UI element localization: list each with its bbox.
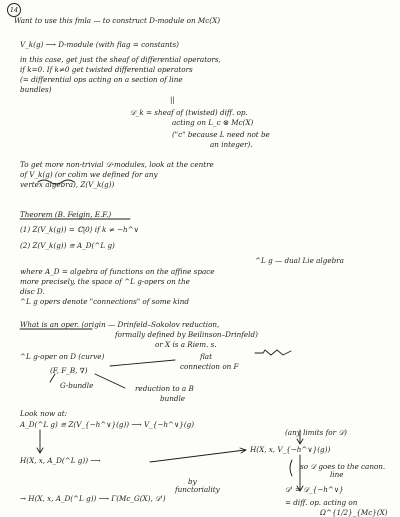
note-line: bundle [160, 394, 186, 403]
note-line: an integer). [210, 140, 253, 149]
note-line: by [188, 477, 197, 486]
note-line: (= differential ops acting on a section of line [20, 75, 183, 84]
note-line: ("c" because L need not be [172, 130, 270, 139]
note-line: ^L g — dual Lie algebra [255, 256, 344, 265]
note-line: where A_D = algebra of functions on the affine space [20, 267, 215, 276]
note-line: H(X, x, A_D(^L g)) ⟶ [20, 456, 101, 465]
note-line: = diff. op. acting on [285, 498, 358, 507]
note-line: connection on F [180, 362, 239, 371]
note-line: (1) Z(V_k(g)) = ℂ|0⟩ if k ≠ −h^∨ [20, 225, 139, 234]
arrow-g-bundle [50, 374, 55, 382]
note-line: vertex algebra), Z(V_k(g)) [20, 180, 115, 189]
arrow-reduction [95, 374, 125, 388]
note-line: 𝒟_k = sheaf of (twisted) diff. op. [130, 108, 248, 117]
note-line: in this case, get just the sheaf of differential operators, [20, 55, 221, 64]
note-line: To get more non-trivial 𝒟-modules, look at the centre [20, 160, 214, 169]
note-line: flat [200, 352, 212, 361]
note-line: H(X, x, V_{−h^∨}(g)) [250, 445, 331, 454]
note-line: Ω^{1/2}_{Mc}(X) [320, 508, 388, 517]
note-line: so 𝒟 goes to the canon. [300, 462, 386, 471]
note-line: → H(X, x, A_D(^L g)) ⟶ Γ(Mc_G(X), 𝒟') [20, 494, 166, 503]
note-line: acting on L_c ⊗ Mc(X) [172, 118, 254, 127]
note-line: line [330, 470, 344, 479]
note-line: || [170, 95, 175, 104]
note-line: formally defined by Beilinson–Drinfeld) [115, 330, 258, 339]
note-line: ^L g-oper on D (curve) [20, 352, 105, 361]
note-line: 𝒟' = 𝒟_{−h^∨} [285, 485, 344, 494]
note-line: disc D. [20, 287, 45, 296]
note-line: (any limits for 𝒟) [285, 428, 347, 437]
note-line: Theorem (B. Feigin, E.F.) [20, 210, 112, 219]
note-line: of V_k(g) (or colim we defined for any [20, 170, 158, 179]
scribble-mark [255, 350, 291, 355]
arrow-down-left [37, 430, 43, 453]
note-line: (2) Z(V_k(g)) ≅ A_D(^L g) [20, 241, 115, 250]
note-line: if k=0. If k≠0 get twisted differential operators [20, 65, 193, 74]
note-line: What is an oper. (origin — Drinfeld–Sokolov reduction, [20, 320, 220, 329]
brace-mark [290, 460, 292, 476]
note-line: V_k(g) ⟶ D-module (with flag = constants) [20, 40, 179, 49]
arrow-connection [110, 360, 175, 366]
note-line: G-bundle [60, 381, 94, 390]
note-line: Want to use this fmla — to construct D-module on Mc(X) [14, 16, 221, 25]
note-line: A_D(^L g) ≅ Z(V_{−h^∨}(g)) ⟶ V_{−h^∨}(g) [20, 420, 195, 429]
note-line: more precisely, the space of ^L g-opers on the [20, 277, 190, 286]
note-line: (F, F_B, ∇) [50, 366, 88, 375]
note-line: functoriality [175, 485, 220, 494]
arrow-functoriality [150, 448, 246, 462]
note-line: Look now at: [20, 409, 68, 418]
note-line: reduction to a B [135, 384, 194, 393]
note-line: ^L g opers denote "connections" of some kind [20, 297, 189, 306]
note-line: bundles) [20, 85, 52, 94]
page-number: 14 [7, 3, 21, 17]
note-line: or X is a Riem. s. [155, 340, 217, 349]
